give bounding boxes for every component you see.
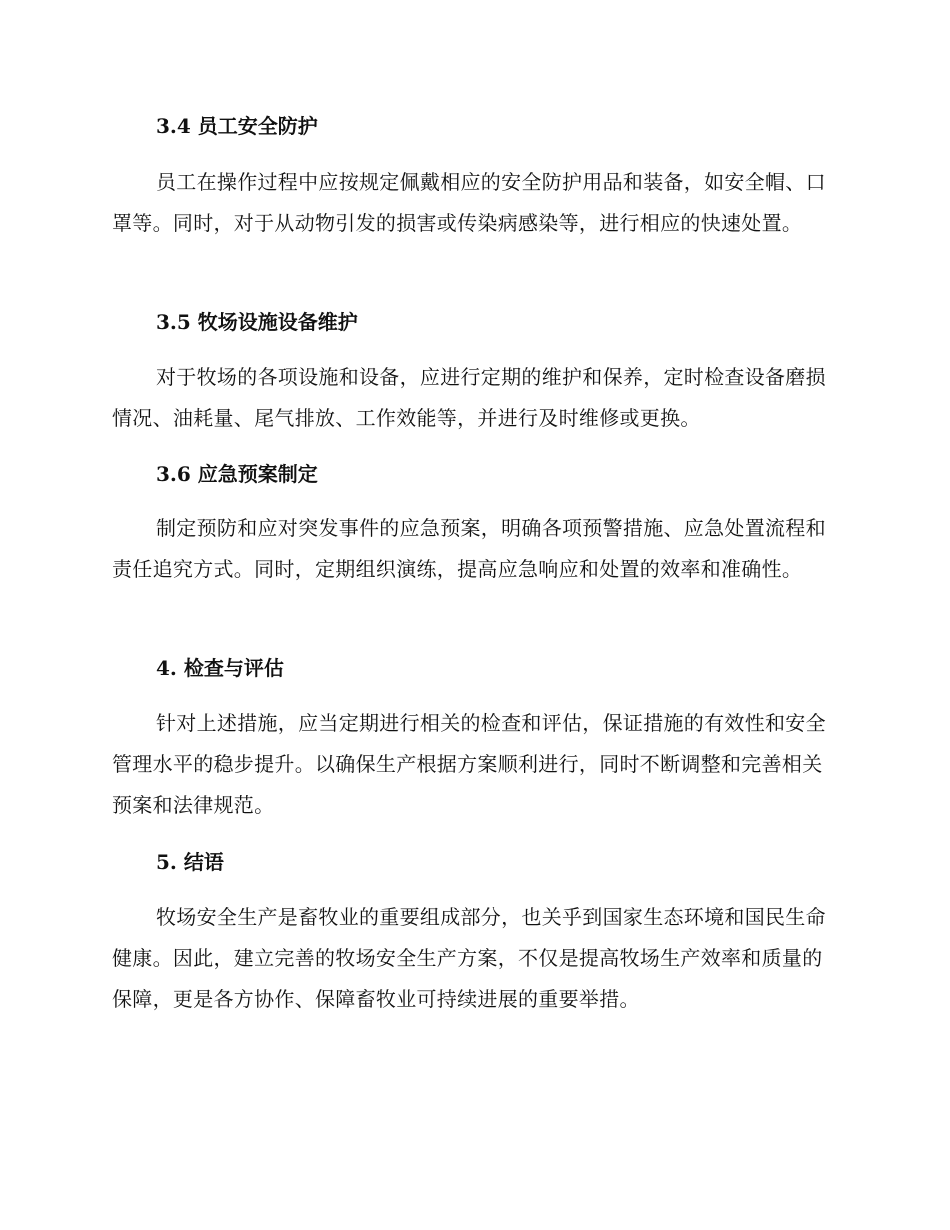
section-heading-4: 4. 检查与评估 xyxy=(156,656,284,680)
section-heading-3-4: 3.4 员工安全防护 xyxy=(156,114,318,138)
section-body-3-4: 员工在操作过程中应按规定佩戴相应的安全防护用品和装备，如安全帽、口罩等。同时，对于从动物引发的损害或传染病感染等，进行相应的快速处置。 xyxy=(112,170,826,235)
section-body-5: 牧场安全生产是畜牧业的重要组成部分，也关乎到国家生态环境和国民生命健康。因此，建立完善的牧场安全生产方案，不仅是提高牧场生产效率和质量的保障，更是各方协作、保障畜牧业可持续进展的重要举措。 xyxy=(112,905,826,1011)
section-body-3-5: 对于牧场的各项设施和设备，应进行定期的维护和保养，定时检查设备磨损情况、油耗量、尾气排放、工作效能等，并进行及时维修或更换。 xyxy=(112,365,826,430)
section-heading-5: 5. 结语 xyxy=(156,850,224,874)
section-body-3-6: 制定预防和应对突发事件的应急预案，明确各项预警措施、应急处置流程和责任追究方式。同时，定期组织演练，提高应急响应和处置的效率和准确性。 xyxy=(112,516,826,581)
section-body-4: 针对上述措施，应当定期进行相关的检查和评估，保证措施的有效性和安全管理水平的稳步提升。以确保生产根据方案顺利进行，同时不断调整和完善相关预案和法律规范。 xyxy=(112,711,826,817)
section-heading-3-5: 3.5 牧场设施设备维护 xyxy=(156,310,358,334)
section-heading-3-6: 3.6 应急预案制定 xyxy=(156,462,318,486)
